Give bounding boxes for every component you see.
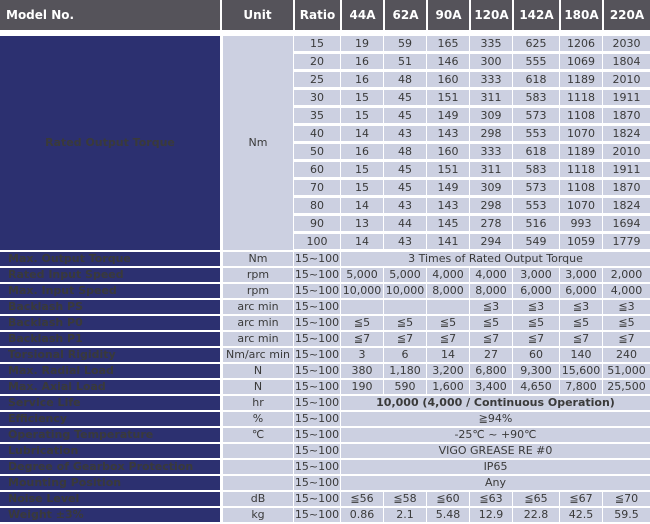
spec-row-max-axial-load [0,380,650,394]
spec-value-cell: ≦5 [602,316,650,330]
torque-value-cell: 145 [426,216,469,232]
spec-ratio: 15~100 [294,444,340,457]
spec-value-cell: 25,500 [602,380,650,394]
spec-row-weight-3 [0,508,650,522]
model-header-142a: 142A [512,0,559,30]
spec-unit: hr [220,396,293,410]
torque-value-cell: 549 [512,234,559,250]
torque-ratio-cell: 15 [293,36,340,52]
torque-value-cell: 151 [426,90,469,106]
torque-value-cell: 573 [512,180,559,196]
torque-ratio-cell: 35 [293,108,340,124]
spec-ratio: 15~100 [294,268,340,281]
spec-ratio: 15~100 [294,380,340,393]
torque-value-cell: 2010 [602,144,650,160]
spec-span-value: -25℃ ~ +90℃ [340,428,650,442]
spec-ratio: 15~100 [294,476,340,489]
spec-value-cell [383,300,426,314]
spec-value-cell: ≦5 [340,316,383,330]
torque-value-cell: 1118 [559,162,602,178]
torque-ratio-cell: 70 [293,180,340,196]
spec-label: Service Life [0,396,220,410]
spec-value-cell: 15,600 [559,364,602,378]
torque-value-cell: 1069 [559,54,602,70]
gap-cell [0,32,650,34]
torque-value-cell: 48 [383,144,426,160]
spec-value-cell: 3 [340,348,383,362]
spec-span-value: 10,000 (4,000 / Continuous Operation) [340,396,650,410]
torque-value-cell: 1206 [559,36,602,52]
torque-ratio-cell: 30 [293,90,340,106]
model-header-120a: 120A [469,0,512,30]
spec-value-cell: 2.1 [383,508,426,522]
spec-label: Backlash P0 [0,316,220,330]
spec-row-torsional-rigidity [0,348,650,362]
torque-value-cell: 298 [469,198,512,214]
ratio-header: Ratio [293,0,340,30]
spec-ratio: 15~100 [294,300,340,313]
torque-value-cell: 618 [512,144,559,160]
spec-label: Max. Input Speed [0,284,220,298]
torque-value-cell: 583 [512,90,559,106]
torque-value-cell: 15 [340,108,383,124]
spec-value-cell: 4,650 [512,380,559,394]
spec-value-cell: 6 [383,348,426,362]
torque-value-cell: 553 [512,198,559,214]
spec-label: Noise Level [0,492,220,506]
unit-header: Unit [220,0,293,30]
spec-unit: N [220,380,293,394]
torque-ratio-cell: 100 [293,234,340,250]
torque-value-cell: 45 [383,108,426,124]
spec-unit [220,460,293,474]
torque-value-cell: 1870 [602,180,650,196]
spec-value-cell: ≦63 [469,492,512,506]
torque-value-cell: 51 [383,54,426,70]
torque-value-cell: 59 [383,36,426,52]
torque-value-cell: 294 [469,234,512,250]
torque-value-cell: 1870 [602,108,650,124]
torque-value-cell: 14 [340,126,383,142]
torque-value-cell: 45 [383,180,426,196]
header-gap [0,32,650,34]
spec-value-cell: 1,600 [426,380,469,394]
spec-value-cell: 6,800 [469,364,512,378]
torque-value-cell: 1694 [602,216,650,232]
spec-label: Operating Temperature [0,428,220,442]
torque-value-cell: 45 [383,90,426,106]
spec-value-cell: 3,000 [512,268,559,282]
spec-ratio: 15~100 [294,364,340,377]
spec-unit: arc min [220,316,293,330]
spec-value-cell: 14 [426,348,469,362]
spec-value-cell: ≦7 [602,332,650,346]
spec-value-cell: ≦65 [512,492,559,506]
torque-value-cell: 1804 [602,54,650,70]
spec-value-cell: 5,000 [340,268,383,282]
torque-value-cell: 160 [426,72,469,88]
spec-value-cell: 5,000 [383,268,426,282]
spec-value-cell: ≦3 [512,300,559,314]
spec-label: Efficiency [0,412,220,426]
spec-value-cell: ≦70 [602,492,650,506]
torque-value-cell: 2030 [602,36,650,52]
torque-value-cell: 309 [469,180,512,196]
torque-value-cell: 1070 [559,198,602,214]
spec-value-cell: ≦7 [469,332,512,346]
spec-value-cell: ≦3 [559,300,602,314]
spec-value-cell: ≦7 [512,332,559,346]
spec-value-cell [340,300,383,314]
spec-unit: N [220,364,293,378]
torque-value-cell: 1824 [602,126,650,142]
torque-value-cell: 333 [469,144,512,160]
torque-value-cell: 141 [426,234,469,250]
spec-row-service-life [0,396,650,410]
torque-value-cell: 516 [512,216,559,232]
torque-value-cell: 298 [469,126,512,142]
spec-span-value: ≧94% [340,412,650,426]
torque-value-cell: 19 [340,36,383,52]
spec-value-cell: 10,000 [383,284,426,298]
spec-unit: Nm/arc min [220,348,293,362]
spec-value-cell: 27 [469,348,512,362]
torque-value-cell: 618 [512,72,559,88]
spec-unit: % [220,412,293,426]
torque-ratio-cell: 25 [293,72,340,88]
spec-row-mounting-position [0,476,650,490]
spec-row-backlash-p1 [0,332,650,346]
spec-label: Torsional Rigidity [0,348,220,362]
torque-value-cell: 43 [383,198,426,214]
spec-span-value: VIGO GREASE RE #0 [340,444,650,458]
spec-row-noise-level [0,492,650,506]
spec-value-cell: ≦5 [426,316,469,330]
spec-value-cell: 60 [512,348,559,362]
torque-ratio-cell: 80 [293,198,340,214]
spec-value-cell: 1,180 [383,364,426,378]
spec-label: Rated Input Speed [0,268,220,282]
spec-value-cell: 42.5 [559,508,602,522]
model-header-62a: 62A [383,0,426,30]
spec-unit [220,476,293,490]
spec-unit: Nm [220,252,293,266]
torque-value-cell: 1911 [602,162,650,178]
model-header-180a: 180A [559,0,602,30]
spec-value-cell: 240 [602,348,650,362]
spec-value-cell: 6,000 [512,284,559,298]
spec-value-cell: ≦7 [559,332,602,346]
spec-value-cell: 0.86 [340,508,383,522]
torque-value-cell: 44 [383,216,426,232]
spec-value-cell: 4,000 [426,268,469,282]
model-header-44a: 44A [340,0,383,30]
spec-value-cell: 5.48 [426,508,469,522]
torque-ratio-cell: 90 [293,216,340,232]
spec-value-cell: 3,400 [469,380,512,394]
spec-unit: dB [220,492,293,506]
spec-value-cell: ≦3 [469,300,512,314]
spec-unit: rpm [220,284,293,298]
spec-value-cell: 22.8 [512,508,559,522]
torque-value-cell: 1070 [559,126,602,142]
spec-label: Degree of Gearbox Protection [0,460,220,474]
spec-value-cell: ≦7 [426,332,469,346]
spec-unit [220,444,293,458]
spec-value-cell: 10,000 [340,284,383,298]
spec-value-cell: 3,200 [426,364,469,378]
spec-value-cell: ≦7 [340,332,383,346]
torque-value-cell: 1059 [559,234,602,250]
rated-output-torque-label: Rated Output Torque [0,36,220,250]
spec-row-max-input-speed [0,284,650,298]
torque-value-cell: 335 [469,36,512,52]
torque-value-cell: 16 [340,144,383,160]
spec-value-cell: 380 [340,364,383,378]
spec-row-max-output-torque [0,252,650,266]
spec-value-cell: ≦7 [383,332,426,346]
spec-value-cell: 7,800 [559,380,602,394]
spec-row-backlash-p0 [0,316,650,330]
spec-value-cell: ≦58 [383,492,426,506]
spec-ratio: 15~100 [294,412,340,425]
torque-value-cell: 309 [469,108,512,124]
model-no-header: Model No. [0,0,220,30]
torque-value-cell: 45 [383,162,426,178]
torque-value-cell: 43 [383,234,426,250]
spec-unit: arc min [220,300,293,314]
spec-value-cell: 9,300 [512,364,559,378]
spec-value-cell: 59.5 [602,508,650,522]
torque-value-cell: 143 [426,126,469,142]
torque-value-cell: 1189 [559,72,602,88]
spec-label: Backlash P1 [0,332,220,346]
torque-row [0,36,650,52]
torque-value-cell: 13 [340,216,383,232]
spec-value-cell: 2,000 [602,268,650,282]
torque-value-cell: 16 [340,72,383,88]
spec-label: Weight ±3% [0,508,220,522]
torque-value-cell: 160 [426,144,469,160]
torque-ratio-cell: 50 [293,144,340,160]
torque-value-cell: 146 [426,54,469,70]
spec-value-cell: 590 [383,380,426,394]
spec-value-cell: 8,000 [426,284,469,298]
spec-label: Max. Output Torque [0,252,220,266]
spec-value-cell: ≦56 [340,492,383,506]
torque-value-cell: 14 [340,234,383,250]
torque-value-cell: 993 [559,216,602,232]
spec-span-value: 3 Times of Rated Output Torque [340,252,650,266]
spec-value-cell: ≦60 [426,492,469,506]
spec-value-cell: 4,000 [469,268,512,282]
torque-value-cell: 311 [469,90,512,106]
torque-value-cell: 311 [469,162,512,178]
torque-value-cell: 43 [383,126,426,142]
spec-ratio: 15~100 [294,332,340,345]
torque-ratio-cell: 60 [293,162,340,178]
model-header-90a: 90A [426,0,469,30]
torque-value-cell: 151 [426,162,469,178]
spec-row-max-radial-load [0,364,650,378]
spec-value-cell: 190 [340,380,383,394]
torque-value-cell: 1779 [602,234,650,250]
torque-value-cell: 333 [469,72,512,88]
spec-row-rated-input-speed [0,268,650,282]
spec-value-cell: 3,000 [559,268,602,282]
spec-label: Mounting Position [0,476,220,490]
spec-row-lubrication [0,444,650,458]
spec-value-cell: 51,000 [602,364,650,378]
torque-value-cell: 1108 [559,108,602,124]
spec-label: Backlash PS [0,300,220,314]
torque-ratio-cell: 20 [293,54,340,70]
spec-label: Max. Radial Load [0,364,220,378]
spec-value-cell: 6,000 [559,284,602,298]
spec-value-cell: 140 [559,348,602,362]
spec-ratio: 15~100 [294,460,340,473]
spec-span-value: Any [340,476,650,490]
spec-span-value: IP65 [340,460,650,474]
spec-value-cell: 8,000 [469,284,512,298]
spec-row-backlash-ps [0,300,650,314]
torque-value-cell: 15 [340,180,383,196]
spec-ratio: 15~100 [294,348,340,361]
torque-value-cell: 48 [383,72,426,88]
torque-value-cell: 625 [512,36,559,52]
torque-value-cell: 16 [340,54,383,70]
spec-value-cell: ≦5 [383,316,426,330]
spec-label: Max. Axial Load [0,380,220,394]
spec-ratio: 15~100 [294,428,340,441]
spec-ratio: 15~100 [294,396,340,409]
torque-value-cell: 278 [469,216,512,232]
rated-output-torque-unit: Nm [220,36,293,250]
spec-ratio: 15~100 [294,252,340,265]
spec-value-cell: ≦5 [469,316,512,330]
spec-value-cell: ≦5 [512,316,559,330]
torque-value-cell: 1118 [559,90,602,106]
torque-value-cell: 1824 [602,198,650,214]
torque-value-cell: 573 [512,108,559,124]
spec-ratio: 15~100 [294,492,340,505]
spec-ratio: 15~100 [294,284,340,297]
spec-unit: ℃ [220,428,293,442]
torque-value-cell: 555 [512,54,559,70]
spec-value-cell: 4,000 [602,284,650,298]
torque-value-cell: 1189 [559,144,602,160]
spec-unit: rpm [220,268,293,282]
torque-value-cell: 143 [426,198,469,214]
spec-value-cell: ≦5 [559,316,602,330]
spec-unit: kg [220,508,293,522]
torque-value-cell: 1108 [559,180,602,196]
torque-value-cell: 583 [512,162,559,178]
torque-value-cell: 300 [469,54,512,70]
spec-row-operating-temperature [0,428,650,442]
spec-label: Lubrication [0,444,220,458]
header-row [0,0,650,30]
spec-row-degree-of-gearbox-protection [0,460,650,474]
spec-row-efficiency [0,412,650,426]
spec-value-cell: ≦3 [602,300,650,314]
spec-ratio: 15~100 [294,508,340,521]
spec-value-cell: ≦67 [559,492,602,506]
spec-ratio: 15~100 [294,316,340,329]
spec-unit: arc min [220,332,293,346]
torque-value-cell: 149 [426,180,469,196]
torque-value-cell: 1911 [602,90,650,106]
model-header-220a: 220A [602,0,650,30]
spec-value-cell [426,300,469,314]
torque-value-cell: 15 [340,90,383,106]
torque-ratio-cell: 40 [293,126,340,142]
torque-value-cell: 2010 [602,72,650,88]
torque-value-cell: 14 [340,198,383,214]
torque-value-cell: 15 [340,162,383,178]
torque-value-cell: 165 [426,36,469,52]
spec-value-cell: 12.9 [469,508,512,522]
torque-value-cell: 553 [512,126,559,142]
torque-value-cell: 149 [426,108,469,124]
